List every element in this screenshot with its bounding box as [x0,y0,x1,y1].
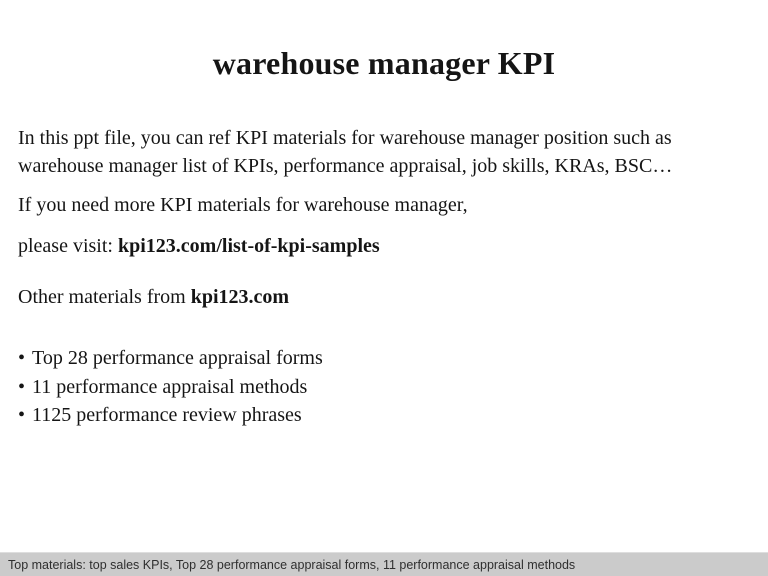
bullet-text: 1125 performance review phrases [32,404,302,426]
bullet-text: 11 performance appraisal methods [32,375,308,398]
footer-text: Top materials: top sales KPIs, Top 28 performance appraisal forms, 11 performance appraisal methods [8,557,576,572]
list-item [18,373,750,402]
other-url-text: kpi123.com [190,286,290,308]
intro-paragraph: In this ppt file, you can ref KPI materials for warehouse manager position such as warehouse manager list of KPIs, performance appraisal, job skills, KRAs, BSC… [18,127,673,177]
list-item [18,401,750,430]
visit-url-text: kpi123.com/list-of-kpi-samples [117,235,380,257]
visit-prefix-text: please visit: [18,235,118,257]
need-more-paragraph: If you need more KPI materials for warehouse manager, [18,194,468,216]
bullet-icon: • [18,404,26,426]
other-materials-paragraph [18,283,750,311]
list-item [18,344,750,373]
bullet-icon: • [18,347,26,369]
visit-paragraph [18,232,750,260]
bullet-icon: • [18,375,26,398]
page-title: warehouse manager KPI [212,45,556,81]
bullet-list [18,344,750,430]
other-prefix-text: Other materials from [18,286,191,308]
bullet-text: Top 28 performance appraisal forms [32,347,323,369]
footer-bar [0,552,768,576]
slide-body [18,124,750,430]
